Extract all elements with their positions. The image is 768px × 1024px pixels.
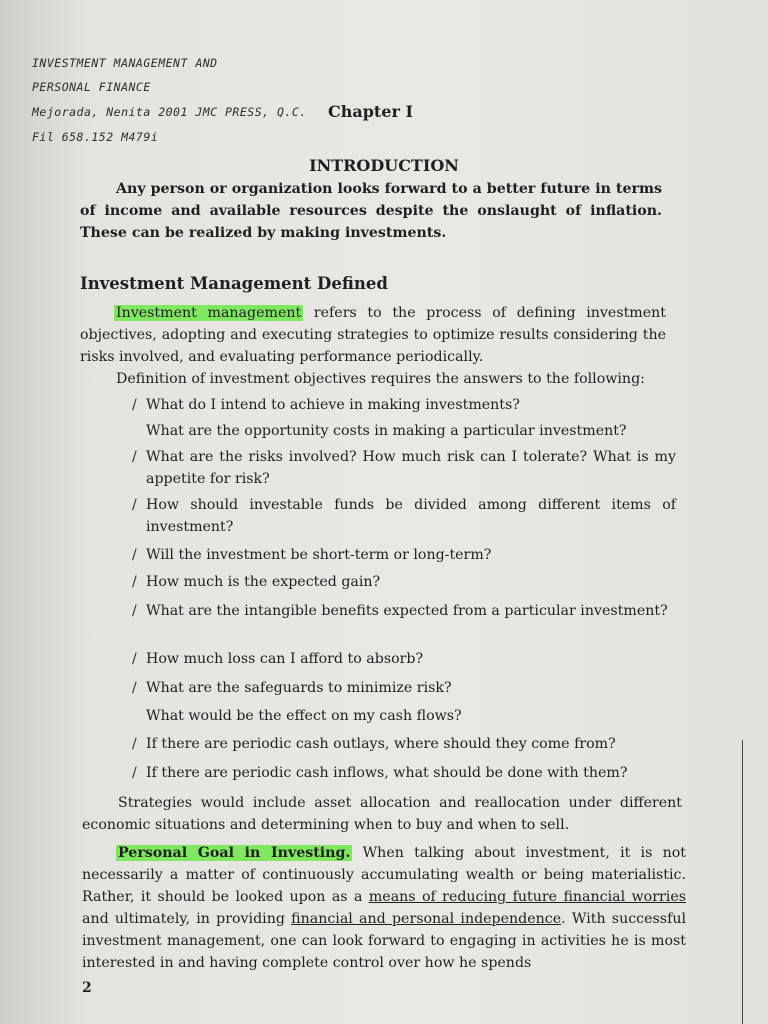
definition-paragraph	[80, 302, 666, 368]
chapter-title: INTRODUCTION	[309, 156, 459, 175]
checkmark-icon: /	[132, 574, 137, 590]
question-item: / Will the investment be short-term or long-term?	[146, 544, 676, 566]
intro-paragraph: Any person or organization looks forward to a better future in terms of income and available resources despite the onslaught of inflation. These can be realized by making investments.	[80, 181, 662, 241]
personal-goal-heading: Personal Goal in Investing.	[118, 845, 351, 861]
question-item: / How much is the expected gain?	[146, 571, 676, 593]
checkmark-icon: /	[132, 603, 137, 619]
question-item: / What do I intend to achieve in making investments?	[146, 394, 676, 416]
handwritten-call-number: Fil 658.152 M479i	[32, 130, 159, 144]
question-item: / If there are periodic cash inflows, what should be done with them?	[146, 762, 676, 784]
question-item: What would be the effect on my cash flows?	[146, 708, 462, 724]
handwritten-note-line1: INVESTMENT MANAGEMENT AND	[32, 56, 218, 70]
highlighted-term: Investment management	[116, 305, 302, 321]
checkmark-icon: /	[132, 680, 137, 696]
question-item: / What are the risks involved? How much risk can I tolerate? What is my appetite for risk?	[146, 446, 676, 490]
checkmark-icon: /	[132, 497, 137, 513]
handwritten-note-line3: Mejorada, Nenita 2001 JMC PRESS, Q.C.	[32, 105, 307, 119]
checkmark-icon: /	[132, 397, 137, 413]
question-item: What are the opportunity costs in making a particular investment?	[146, 423, 627, 439]
underlined-phrase: financial and personal independence	[291, 911, 562, 927]
definition-text: refers to the process of defining investment objectives, adopting and executing strategies to optimize results considering the risks involved, and evaluating performance periodically.	[80, 305, 666, 365]
underlined-phrase: means of reducing future financial worries	[368, 889, 686, 905]
section-heading: Investment Management Defined	[80, 274, 388, 293]
checkmark-icon: /	[132, 449, 137, 465]
question-item: / What are the safeguards to minimize risk?	[146, 677, 676, 699]
question-item: / How much loss can I afford to absorb?	[146, 648, 676, 670]
question-item: / If there are periodic cash outlays, where should they come from?	[146, 733, 676, 755]
chapter-label: Chapter I	[328, 102, 413, 121]
page-number: 2	[82, 980, 92, 996]
checkmark-icon: /	[132, 651, 137, 667]
strategies-paragraph: Strategies would include asset allocation and reallocation under different economic situations and determining when to buy and when to sell.	[82, 795, 682, 833]
objectives-intro: Definition of investment objectives requires the answers to the following:	[116, 371, 645, 387]
checkmark-icon: /	[132, 736, 137, 752]
personal-goal-paragraph: Personal Goal in Investing. When talking about investment, it is not necessarily a matter of continuously accumulating wealth or being materialistic. Rather, it should be looked upon as a means of reducing future financial worries and ultimately, in providing financial and personal independence. With successful investment management, one can look forward to engaging in activities he is most interested in and having complete control over how he spends	[82, 845, 687, 971]
question-item: / What are the intangible benefits expected from a particular investment?	[146, 600, 676, 622]
checkmark-icon: /	[132, 547, 137, 563]
handwritten-note-line2: PERSONAL FINANCE	[32, 80, 151, 94]
checkmark-icon: /	[132, 765, 137, 781]
margin-mark	[742, 740, 743, 1024]
question-item: / How should investable funds be divided among different items of investment?	[146, 494, 676, 538]
